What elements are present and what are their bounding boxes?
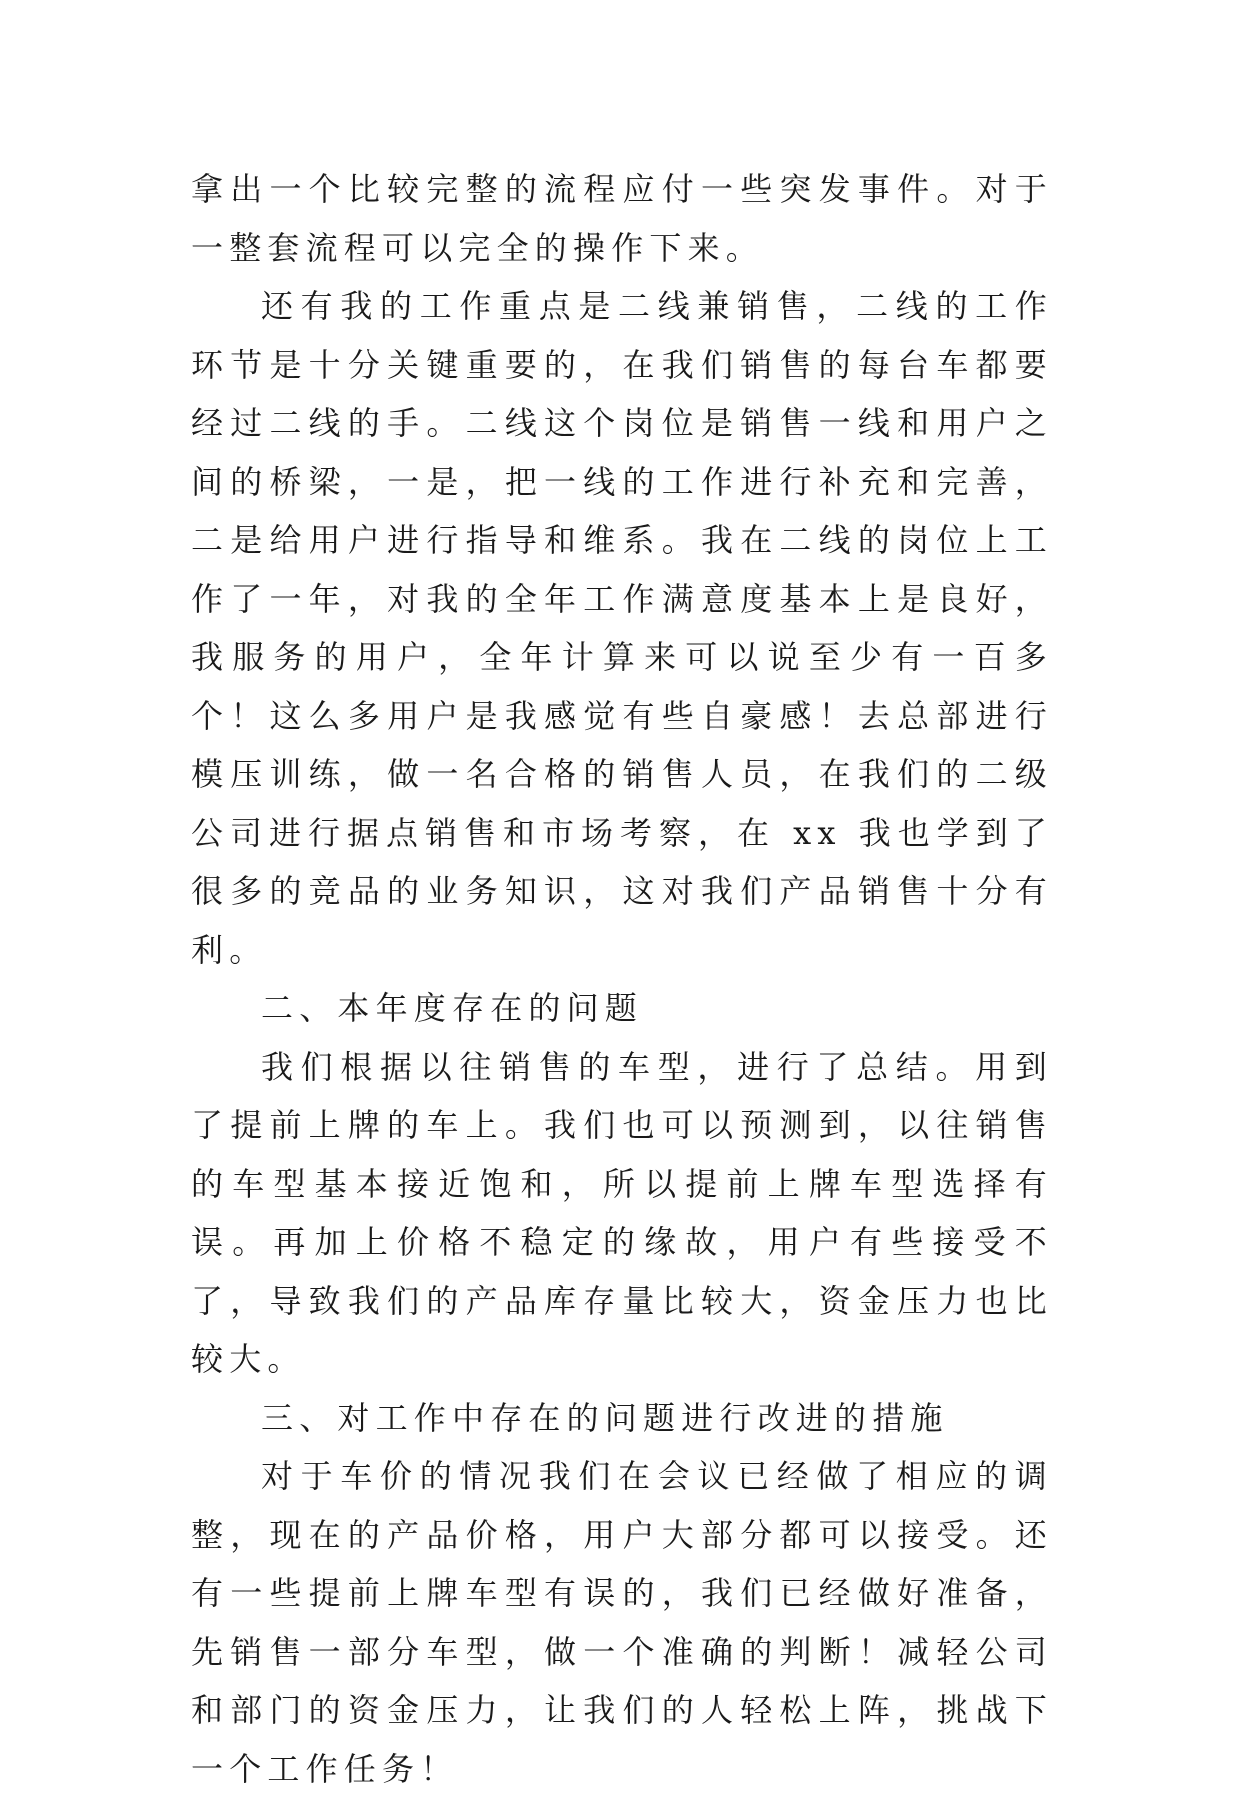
- section-heading-problems: 二、本年度存在的问题: [261, 989, 644, 1027]
- paragraph-problems: 我们根据以往销售的车型，进行了总结。用到了提前上牌的车上。我们也可以预测到，以往销售的车型基本接近饱和，所以提前上牌车型选择有误。再加上价格不稳定的缘故，用户有些接受不了，导致我们的产品库存量比较大，资金压力也比较大。: [191, 1047, 1053, 1378]
- paragraph-continuation: 拿出一个比较完整的流程应付一些突发事件。对于一整套流程可以完全的操作下来。: [191, 170, 1053, 267]
- paragraph-improvements: 对于车价的情况我们在会议已经做了相应的调整，现在的产品价格，用户大部分都可以接受。还有一些提前上牌车型有误的，我们已经做好准备，先销售一部分车型，做一个准确的判断！减轻公司和部门的资金压力，让我们的人轻松上阵，挑战下一个工作任务！: [191, 1457, 1053, 1788]
- section-heading-improvements: 三、对工作中存在的问题进行改进的措施: [261, 1398, 949, 1437]
- paragraph-work-focus: 还有我的工作重点是二线兼销售，二线的工作环节是十分关键重要的，在我们销售的每台车都要经过二线的手。二线这个岗位是销售一线和用户之间的桥梁，一是，把一线的工作进行补充和完善，二是给用户进行指导和维系。我在二线的岗位上工作了一年，对我的全年工作满意度基本上是良好，我服务的用户，全年计算来可以说至少有一百多个！这么多用户是我感觉有些自豪感！去总部进行模压训练，做一名合格的销售人员，在我们的二级公司进行据点销售和市场考察，在 xx 我也学到了很多的竞品的业务知识，这对我们产品销售十分有利。: [191, 287, 1053, 969]
- document-body: [191, 160, 1053, 1798]
